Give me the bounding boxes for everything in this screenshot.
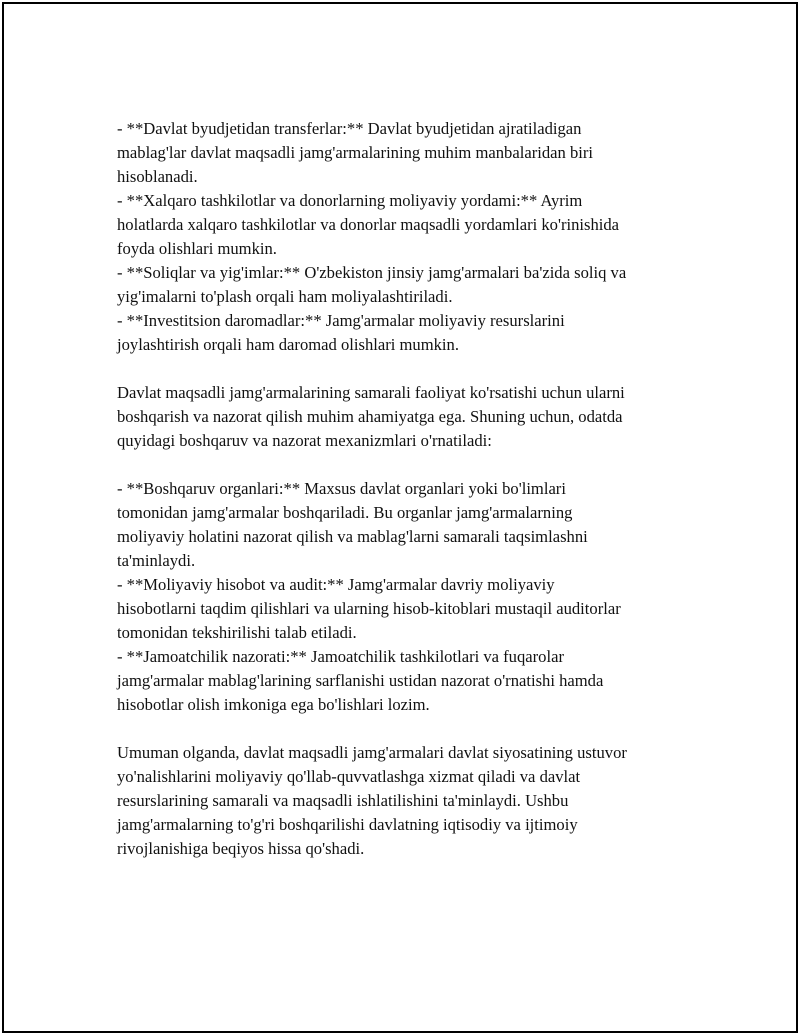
text-line: ta'minlaydi.	[117, 551, 196, 570]
text-line: hisobotlar olish imkoniga ega bo'lishlari lozim.	[117, 695, 430, 714]
text-line: moliyaviy holatini nazorat qilish va mablag'larni samarali taqsimlashni	[117, 527, 588, 546]
list-item	[117, 117, 697, 189]
text-line: hisoblanadi.	[117, 167, 198, 186]
text-line: - **Investitsion daromadlar:** Jamg'armalar moliyaviy resurslarini	[117, 311, 565, 330]
text-line: - **Xalqaro tashkilotlar va donorlarning moliyaviy yordami:** Ayrim	[117, 191, 583, 210]
text-line: hisobotlarni taqdim qilishlari va ularning hisob-kitoblari mustaqil auditorlar	[117, 599, 621, 618]
text-line: mablag'lar davlat maqsadli jamg'armalarining muhim manbalaridan biri	[117, 143, 593, 162]
list-item	[117, 309, 697, 357]
management-intro-paragraph	[117, 381, 697, 453]
text-line: yig'imalarni to'plash orqali ham moliyalashtiriladi.	[117, 287, 453, 306]
conclusion-paragraph	[117, 741, 697, 861]
text-line: quyidagi boshqaruv va nazorat mexanizmlari o'rnatiladi:	[117, 431, 492, 450]
text-line: jamg'armalarning to'g'ri boshqarilishi davlatning iqtisodiy va ijtimoiy	[117, 815, 578, 834]
list-item	[117, 645, 697, 717]
text-line: foyda olishlari mumkin.	[117, 239, 277, 258]
control-mechanisms-list	[117, 477, 697, 717]
text-line: - **Davlat byudjetidan transferlar:** Davlat byudjetidan ajratiladigan	[117, 119, 582, 138]
paragraph-spacer	[117, 453, 697, 477]
text-line: - **Soliqlar va yig'imlar:** O'zbekiston jinsiy jamg'armalari ba'zida soliq va	[117, 263, 627, 282]
text-line: holatlarda xalqaro tashkilotlar va donorlar maqsadli yordamlari ko'rinishida	[117, 215, 620, 234]
paragraph-spacer	[117, 357, 697, 381]
list-item	[117, 477, 697, 573]
text-line: Davlat maqsadli jamg'armalarining samarali faoliyat ko'rsatishi uchun ularni	[117, 383, 625, 402]
text-line: joylashtirish orqali ham daromad olishlari mumkin.	[117, 335, 459, 354]
text-line: tomonidan tekshirilishi talab etiladi.	[117, 623, 357, 642]
text-line: - **Jamoatchilik nazorati:** Jamoatchilik tashkilotlari va fuqarolar	[117, 647, 564, 666]
list-item	[117, 189, 697, 261]
text-line: boshqarish va nazorat qilish muhim ahamiyatga ega. Shuning uchun, odatda	[117, 407, 623, 426]
text-line: - **Moliyaviy hisobot va audit:** Jamg'armalar davriy moliyaviy	[117, 575, 555, 594]
list-item	[117, 573, 697, 645]
text-line: resurslarining samarali va maqsadli ishlatilishini ta'minlaydi. Ushbu	[117, 791, 569, 810]
list-item	[117, 261, 697, 309]
document-body	[117, 117, 697, 861]
paragraph-spacer	[117, 717, 697, 741]
text-line: tomonidan jamg'armalar boshqariladi. Bu organlar jamg'armalarning	[117, 503, 573, 522]
text-line: yo'nalishlarini moliyaviy qo'llab-quvvatlashga xizmat qiladi va davlat	[117, 767, 581, 786]
text-line: rivojlanishiga beqiyos hissa qo'shadi.	[117, 839, 365, 858]
text-line: jamg'armalar mablag'larining sarflanishi ustidan nazorat o'rnatishi hamda	[117, 671, 604, 690]
text-line: - **Boshqaruv organlari:** Maxsus davlat organlari yoki bo'limlari	[117, 479, 566, 498]
text-line: Umuman olganda, davlat maqsadli jamg'armalari davlat siyosatining ustuvor	[117, 743, 627, 762]
funding-sources-list	[117, 117, 697, 357]
